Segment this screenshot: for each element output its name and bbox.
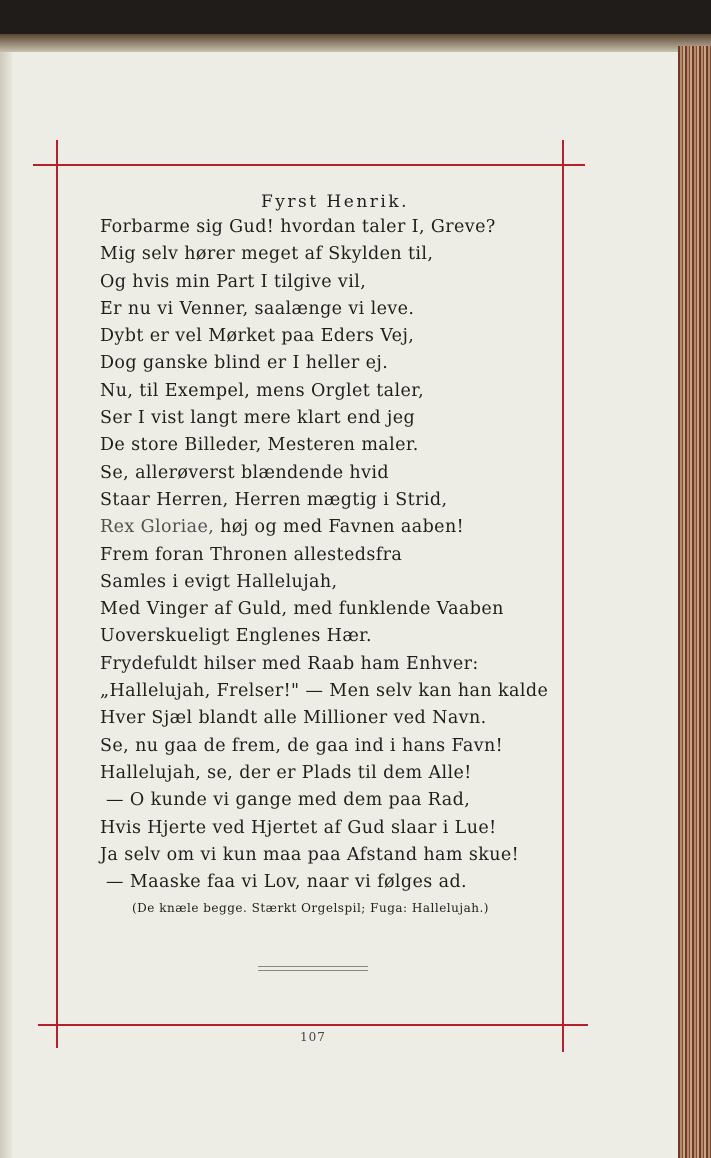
frame-rule-left: [56, 140, 58, 1048]
verse-line-rest: høj og med Favnen aaben!: [214, 517, 465, 538]
end-ornament-rule: [258, 970, 368, 971]
verse-line: Og hvis min Part I tilgive vil,: [100, 271, 367, 292]
verse-line: Se, allerøverst blændende hvid: [100, 462, 389, 483]
verse-line: Uoverskueligt Englenes Hær.: [100, 626, 372, 647]
verse-line: Ja selv om vi kun maa paa Afstand ham skue!: [100, 844, 520, 865]
verse-line: Hvis Hjerte ved Hjertet af Gud slaar i Lue!: [100, 817, 497, 838]
verse-line: De store Billeder, Mesteren maler.: [100, 435, 419, 456]
verse-line: Dog ganske blind er I heller ej.: [100, 353, 389, 374]
verse-line: Se, nu gaa de frem, de gaa ind i hans Favn!: [100, 735, 504, 756]
end-ornament-rule: [258, 966, 368, 967]
page-number: 107: [300, 1030, 326, 1044]
verse-line: Ser I vist langt mere klart end jeg: [100, 408, 416, 429]
verse-line: Frydefuldt hilser med Raab ham Enhver:: [100, 653, 479, 674]
verse-line: Staar Herren, Herren mægtig i Strid,: [100, 489, 448, 510]
verse-line: — Maaske faa vi Lov, naar vi følges ad.: [106, 872, 468, 893]
scan-top-border: [0, 0, 711, 34]
verse-block: [100, 190, 549, 920]
verse-line: Samles i evigt Hallelujah,: [100, 571, 338, 592]
page-fore-edge: [678, 46, 711, 1158]
frame-rule-top: [33, 164, 585, 166]
latin-phrase: Rex Gloriae,: [100, 517, 215, 538]
verse-line: Frem foran Thronen allestedsfra: [100, 544, 403, 565]
book-cover-edge: [0, 34, 711, 52]
verse-line: Hver Sjæl blandt alle Millioner ved Navn.: [100, 708, 487, 729]
verse-line: — O kunde vi gange med dem paa Rad,: [106, 790, 471, 811]
verse-line: Er nu vi Venner, saalænge vi leve.: [100, 298, 415, 319]
verse-line: Nu, til Exempel, mens Orglet taler,: [100, 380, 425, 401]
verse-line-latin: [100, 514, 540, 541]
stage-direction: (De knæle begge. Stærkt Orgelspil; Fuga: Hallelujah.): [132, 901, 489, 916]
frame-rule-bottom: [38, 1024, 588, 1026]
verse-line: Dybt er vel Mørket paa Eders Vej,: [100, 326, 415, 347]
verse-line: „Hallelujah, Frelser!" — Men selv kan han kalde: [100, 681, 549, 702]
verse-line: Forbarme sig Gud! hvordan taler I, Greve?: [100, 217, 496, 237]
verse-line: Med Vinger af Guld, med funklende Vaaben: [100, 599, 504, 620]
verse-line: Hallelujah, se, der er Plads til dem Alle!: [100, 762, 472, 783]
speaker-heading: Fyrst Henrik.: [260, 192, 410, 212]
page-gutter: [0, 52, 12, 1158]
frame-rule-right: [562, 140, 564, 1052]
verse-line: Mig selv hører meget af Skylden til,: [100, 244, 434, 265]
